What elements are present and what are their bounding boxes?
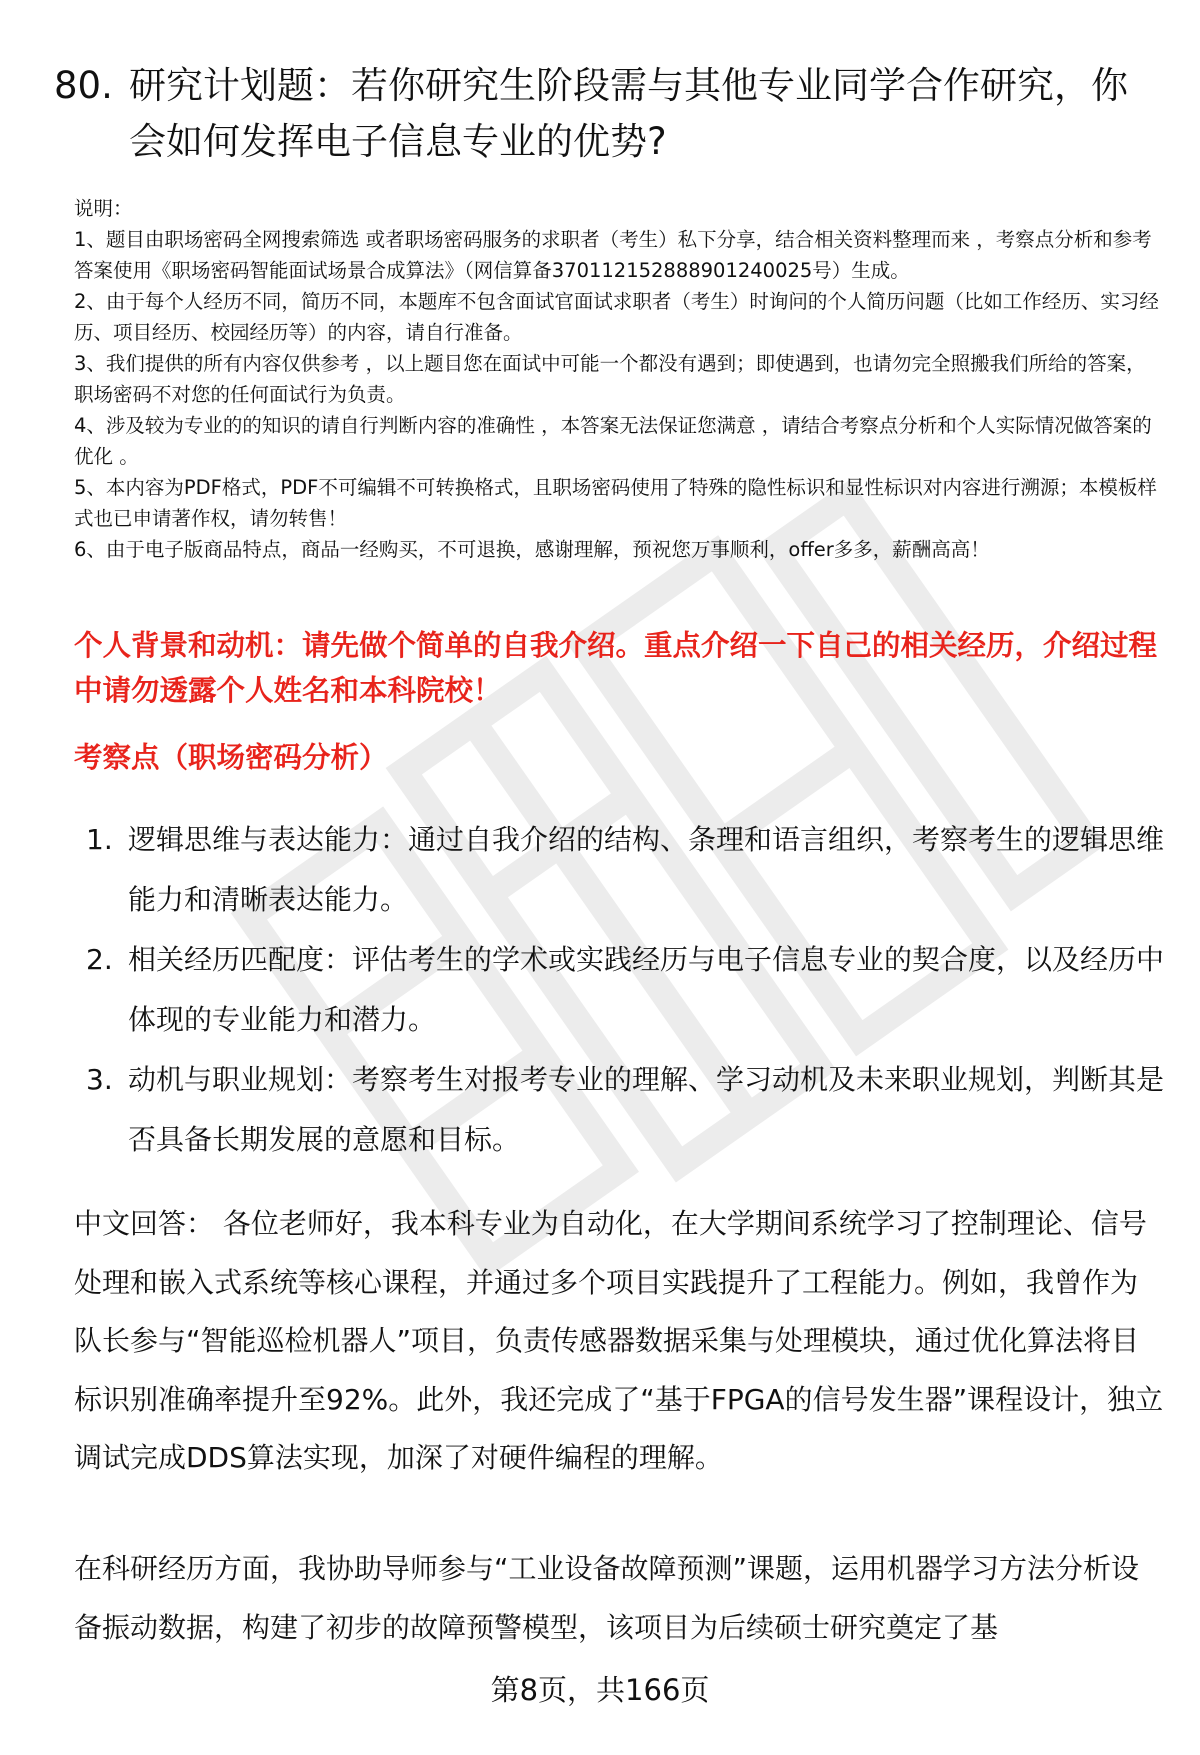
exam-point-item [74,930,1164,1050]
question-title [54,58,1154,170]
exam-points-title: 考察点（职场密码分析） [74,741,388,774]
exam-point-item [74,810,1164,930]
note-item: 6、由于电子版商品特点，商品一经购买，不可退换，感谢理解，预祝您万事顺利，offer多多，薪酬高高！ [74,538,990,561]
intro-question: 个人背景和动机：请先做个简单的自我介绍。重点介绍一下自己的相关经历，介绍过程中请勿透露个人姓名和本科院校！ [74,629,1158,707]
exam-point-number: 3. [86,1063,113,1096]
exam-point-text: 相关经历匹配度：评估考生的学术或实践经历与电子信息专业的契合度，以及经历中体现的专业能力和潜力。 [128,943,1165,1036]
notes-section [74,193,1164,565]
note-item: 2、由于每个人经历不同，简历不同，本题库不包含面试官面试求职者（考生）时询问的个人简历问题（比如工作经历、实习经历、项目经历、校园经历等）的内容，请自行准备。 [74,290,1159,344]
exam-point-text: 动机与职业规划：考察考生对报考专业的理解、学习动机及未来职业规划，判断其是否具备长期发展的意愿和目标。 [128,1063,1165,1156]
page-footer: 第8页，共166页 [490,1673,710,1707]
exam-point-item [74,1050,1164,1170]
notes-heading: 说明： [74,197,133,220]
answer-paragraph-1: 中文回答： 各位老师好，我本科专业为自动化，在大学期间系统学习了控制理论、信号处理和嵌入式系统等核心课程，并通过多个项目实践提升了工程能力。例如，我曾作为队长参与“智能巡检机器人”项目，负责传感器数据采集与处理模块，通过优化算法将目标识别准确率提升至92%。此外，我还完成了“基于FPGA的信号发生器”课程设计，独立调试完成DDS算法实现，加深了对硬件编程的理解。 [74,1207,1164,1474]
exam-point-text: 逻辑思维与表达能力：通过自我介绍的结构、条理和语言组织，考察考生的逻辑思维能力和清晰表达能力。 [128,823,1165,916]
note-item: 3、我们提供的所有内容仅供参考 ，以上题目您在面试中可能一个都没有遇到；即使遇到，也请勿完全照搬我们所给的答案，职场密码不对您的任何面试行为负责。 [74,352,1146,406]
exam-point-number: 1. [86,823,113,856]
question-number: 80. [54,64,113,107]
note-item: 1、题目由职场密码全网搜索筛选 或者职场密码服务的求职者（考生）私下分享，结合相关资料整理而来 ，考察点分析和参考答案使用《职场密码智能面试场景合成算法》（网信算备370112152888901240025号）生成。 [74,228,1152,282]
answer-paragraph-2: 在科研经历方面，我协助导师参与“工业设备故障预测”课题，运用机器学习方法分析设备振动数据，构建了初步的故障预警模型，该项目为后续硕士研究奠定了基 [74,1552,1140,1644]
note-item: 5、本内容为PDF格式，PDF不可编辑不可转换格式，且职场密码使用了特殊的隐性标识和显性标识对内容进行溯源；本模板样式也已申请著作权，请勿转售！ [74,476,1157,530]
note-item: 4、涉及较为专业的的知识的请自行判断内容的准确性 ，本答案无法保证您满意 ，请结合考察点分析和个人实际情况做答案的优化 。 [74,414,1152,468]
exam-point-number: 2. [86,943,113,976]
question-text: 研究计划题：若你研究生阶段需与其他专业同学合作研究，你会如何发挥电子信息专业的优势? [129,64,1128,163]
exam-points-list [74,810,1164,1170]
